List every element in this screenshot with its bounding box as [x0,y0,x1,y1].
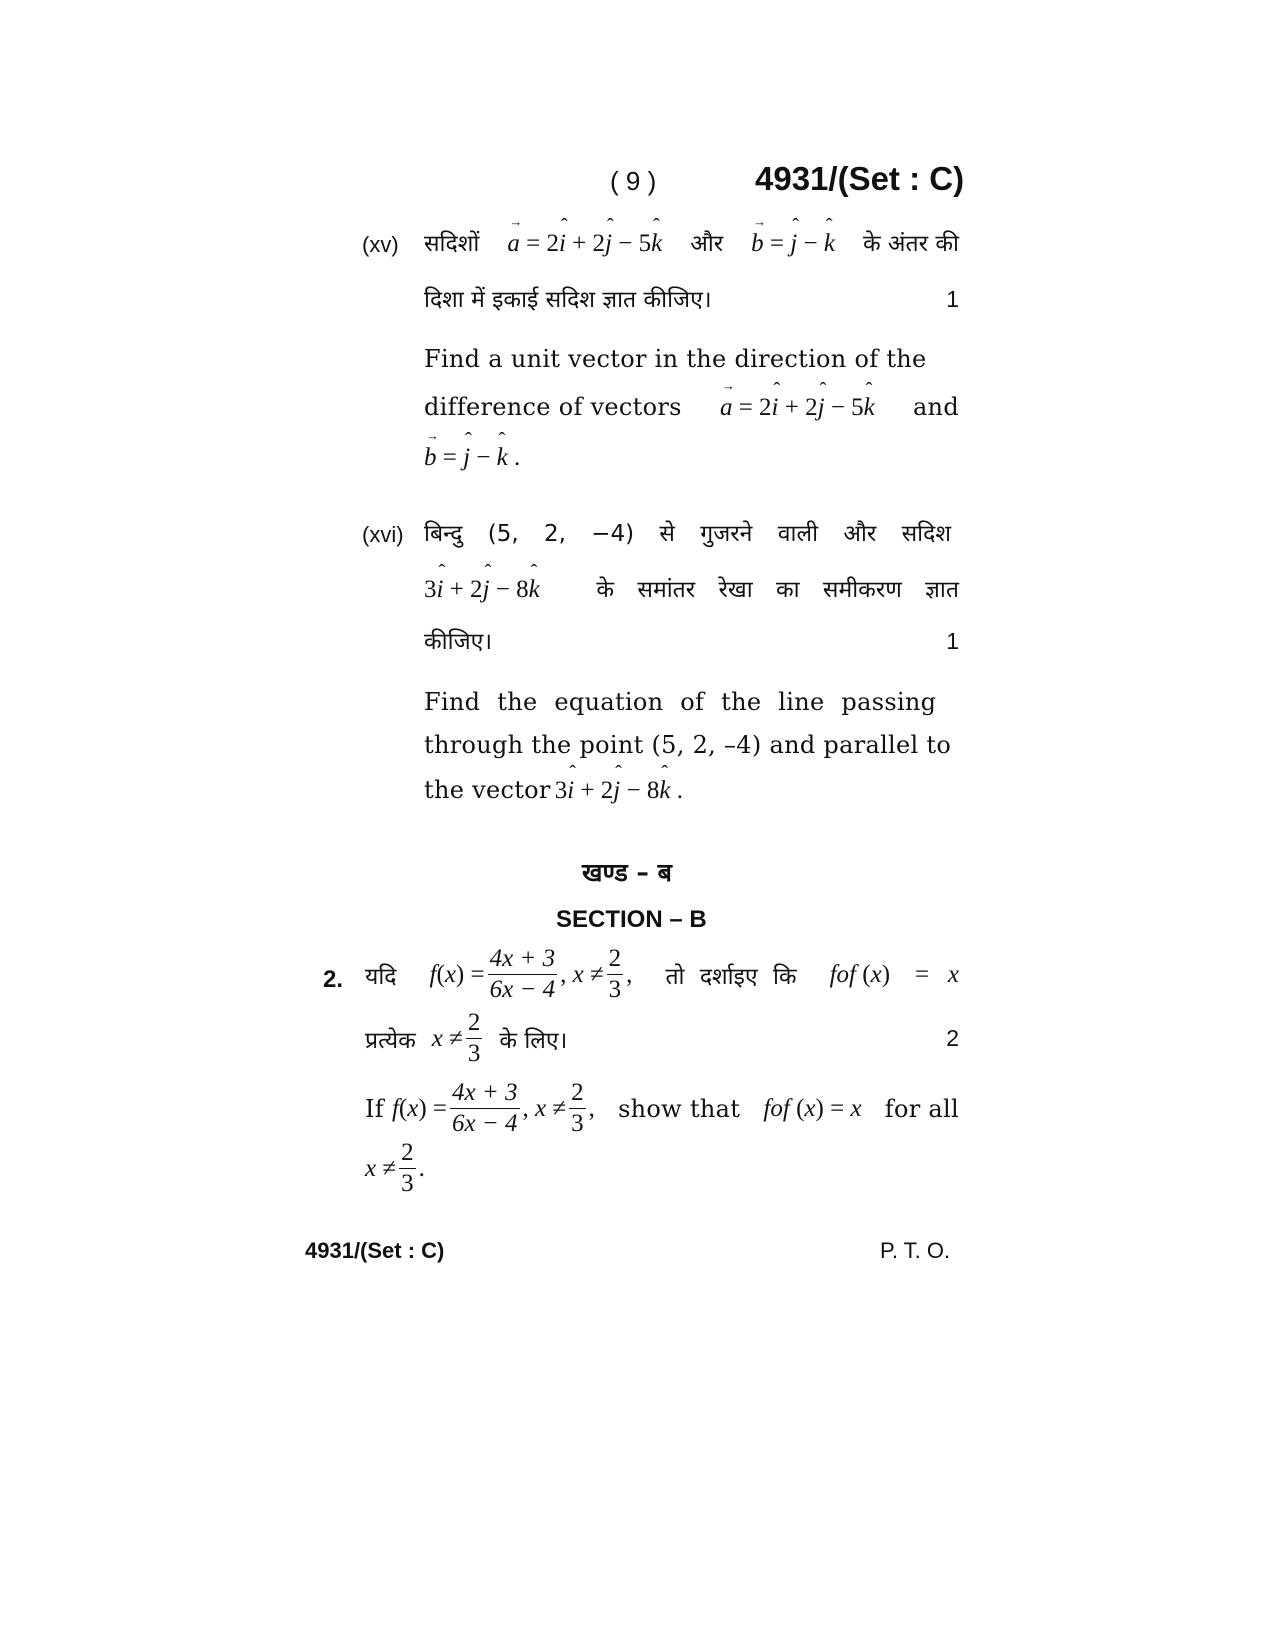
question-2-hindi-line2: प्रत्येक x ≠ $\frac{2}{3}$ के लिए। 2 [365,1009,959,1068]
question-xvi-hindi-line1: बिन्दु (5, 2, −4) से गुजरने वाली और सदिश [424,521,951,547]
vector-b-expression: → b = ˆ j − ˆ k [751,230,835,258]
question-number: (xvi) [362,522,404,547]
marks: 1 [946,286,959,312]
section-heading-english: SECTION – B [556,906,707,933]
direction-vector: 3ˆ i + 2ˆ j − 8ˆ k [424,576,540,604]
question-number: 2. [323,966,344,993]
page-number: ( 9 ) [610,166,657,196]
question-xvi-english-line2: through the point (5, 2, –4) and parallel to [424,731,952,759]
question-2-english-line1: If f ( x ) = $\frac{4x + 3}{6x - 4}$ , x ≠ $\frac{2}{3}$ , show that fof (x) = x for all [365,1079,959,1138]
question-xv-hindi-line1: सदिशों → a = 2ˆ i + 2ˆ j − 5ˆ k और → b = ˆ j − ˆ k के अंतर की [424,226,959,258]
vector-a-expression: → a = 2ˆ i + 2ˆ j − 5ˆ k [507,230,662,258]
question-2-english-line2: x ≠ $\frac{2}{3}$ . [365,1139,425,1198]
question-xvi-hindi-line3: कीजिए। 1 [424,628,959,655]
question-xv-english-line3: → b = ˆ j − ˆ k . [424,444,520,472]
section-heading-hindi: खण्ड – ब [582,858,672,887]
question-2-hindi-line1: यदि f ( x ) = $\frac{4x + 3}{6x - 4}$ , x ≠ $\frac{2}{3}$ , तो दर्शाइए कि fof (x) = x [365,945,959,1004]
question-number: (xv) [362,232,399,257]
please-turn-over: P. T. O. [880,1238,951,1263]
marks: 1 [946,628,959,654]
question-xvi-english-line1: Find the equation of the line passing [424,688,937,716]
question-xv-english-line2: difference of vectors → a = 2ˆ i + 2ˆ j − 5ˆ k and [424,393,959,422]
question-xvi-hindi-line2: 3ˆ i + 2ˆ j − 8ˆ k के समांतर रेखा का समीकरण ज्ञात [424,572,959,604]
paper-code-header: 4931/(Set : C) [755,160,965,197]
question-xv-english-line1: Find a unit vector in the direction of the [424,345,927,373]
question-xv-hindi-line2: दिशा में इकाई सदिश ज्ञात कीजिए। 1 [424,286,959,313]
paper-code-footer: 4931/(Set : C) [305,1238,445,1263]
marks: 2 [946,1025,959,1052]
function-definition: f ( x ) = $\frac{4x + 3}{6x - 4}$ , x ≠ $\frac{2}{3}$ , [429,945,633,1004]
question-xvi-english-line3: the vector 3ˆ i + 2ˆ j − 8ˆ k . [424,776,683,805]
